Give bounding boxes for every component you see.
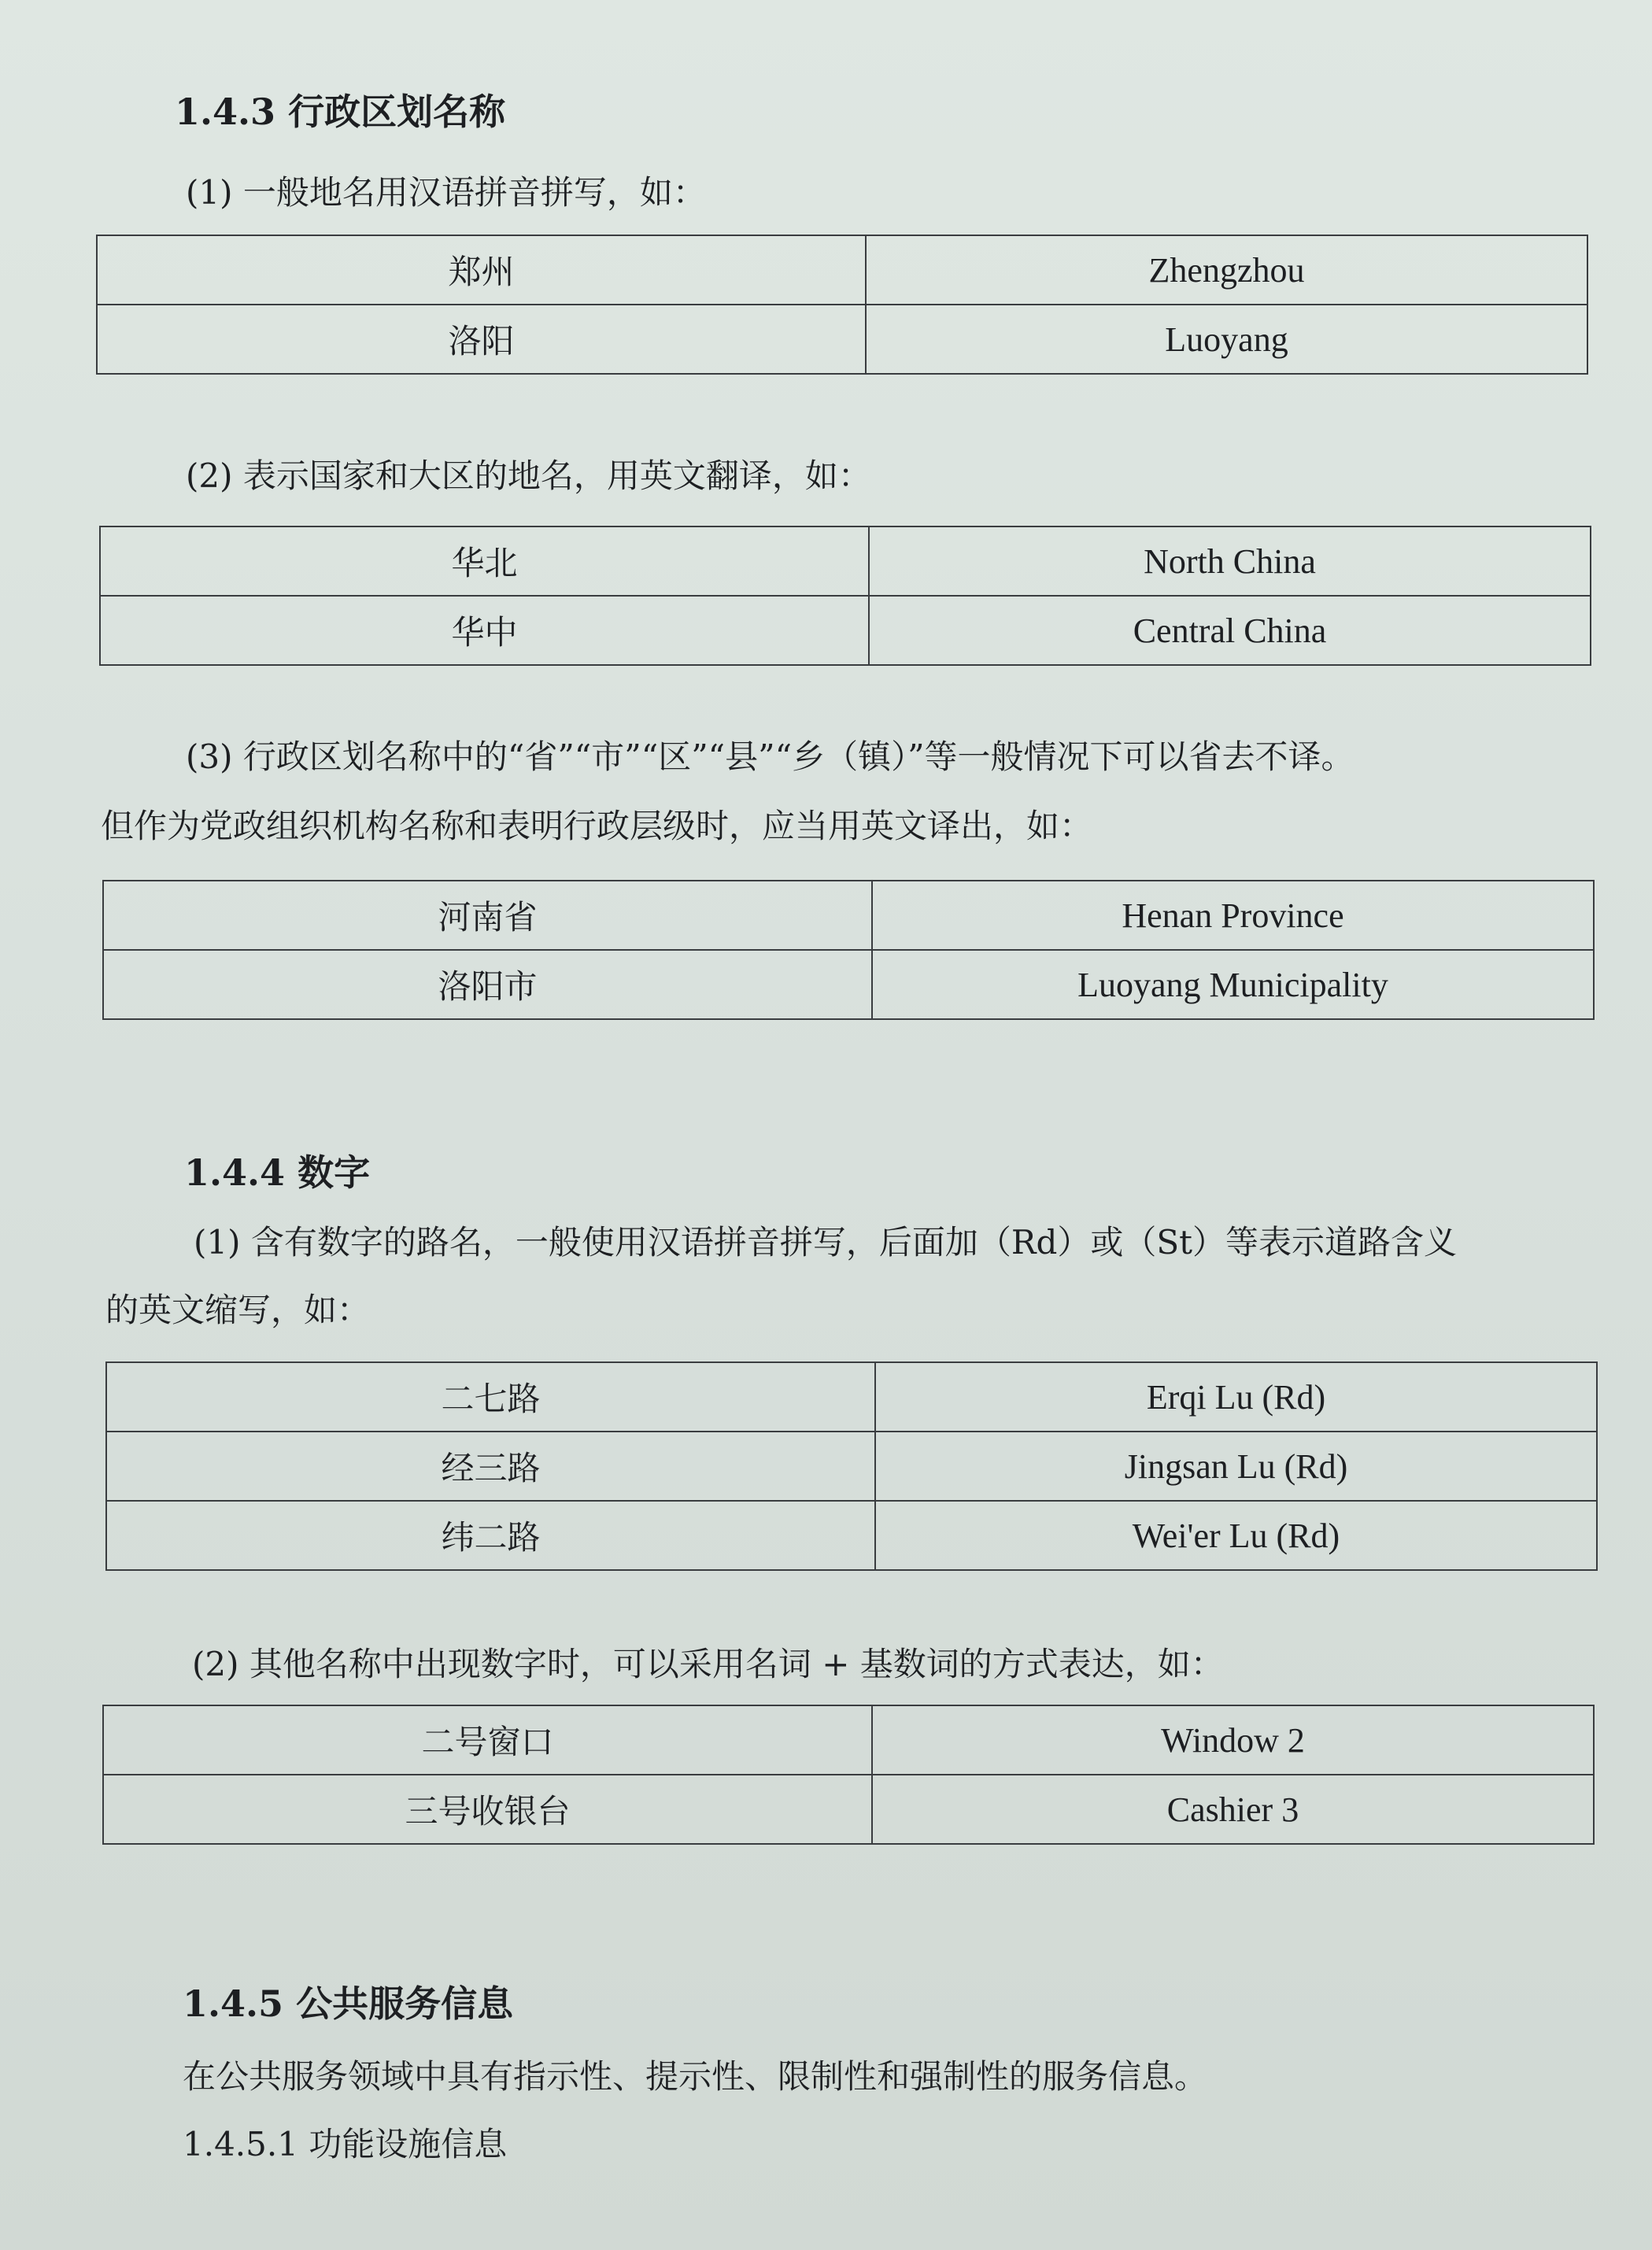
table-row [100,526,1591,596]
table-cell-chinese: 二七路 [106,1362,875,1432]
table-cell-english [872,881,1594,950]
english-term: Wei'er Lu (Rd) [1132,1516,1340,1555]
subsection-heading-1-4-5-1: 1.4.5.1 功能设施信息 [183,2125,508,2163]
english-term: Zhengzhou [1148,250,1305,290]
paragraph-1-4-3-1: (1) 一般地名用汉语拼音拼写，如： [186,173,706,212]
term-table-number-names [102,1705,1595,1845]
paragraph-1-4-4-2: (2) 其他名称中出现数字时，可以采用名词 + 基数词的方式表达，如： [192,1645,1224,1683]
table-cell-chinese: 洛阳 [97,305,866,374]
english-term: Central China [1133,611,1327,650]
table-row [97,235,1587,305]
english-term: Jingsan Lu (Rd) [1124,1446,1348,1486]
table-cell-english [875,1432,1597,1501]
english-term: Window 2 [1161,1720,1305,1760]
section-heading-1-4-5: 1.4.5 公共服务信息 [183,1982,514,2025]
paragraph-1-4-3-3b: 但作为党政组织机构名称和表明行政层级时，应当用英文译出，如： [101,807,1093,845]
term-table-regions [99,526,1591,666]
english-term: Erqi Lu (Rd) [1146,1377,1326,1417]
table-cell-chinese: 二号窗口 [103,1705,872,1775]
english-term: Luoyang [1165,320,1288,359]
table-cell-chinese: 洛阳市 [103,950,872,1019]
table-cell-english [869,596,1591,665]
table-cell-chinese: 郑州 [97,235,866,305]
table-row [103,1775,1594,1844]
term-table-admin-levels [102,880,1595,1020]
section-heading-1-4-4: 1.4.4 数字 [184,1151,371,1194]
table-row [97,305,1587,374]
english-term: Henan Province [1122,896,1344,935]
table-cell-chinese: 经三路 [106,1432,875,1501]
paragraph-1-4-5: 在公共服务领域中具有指示性、提示性、限制性和强制性的服务信息。 [183,2057,1208,2096]
table-cell-english [875,1362,1597,1432]
paragraph-1-4-4-1b: 的英文缩写，如： [105,1291,371,1329]
table-row [106,1432,1597,1501]
paragraph-1-4-3-2: (2) 表示国家和大区的地名，用英文翻译，如： [186,456,871,495]
table-cell-english [869,526,1591,596]
english-term: Luoyang Municipality [1077,965,1388,1004]
table-cell-english [872,1705,1594,1775]
table-cell-english [866,235,1587,305]
table-cell-english [866,305,1587,374]
table-cell-chinese: 河南省 [103,881,872,950]
paragraph-1-4-3-3a: (3) 行政区划名称中的“省”“市”“区”“县”“乡（镇）”等一般情况下可以省去不译。 [186,737,1354,776]
english-term: Cashier 3 [1166,1790,1299,1829]
table-row [103,881,1594,950]
term-table-road-names [105,1361,1598,1571]
table-row [103,950,1594,1019]
table-cell-chinese: 纬二路 [106,1501,875,1570]
term-table-place-names [96,235,1588,375]
english-term: North China [1144,541,1316,581]
table-cell-english [872,1775,1594,1844]
table-cell-english [872,950,1594,1019]
table-row [106,1362,1597,1432]
table-cell-chinese: 三号收银台 [103,1775,872,1844]
table-row [103,1705,1594,1775]
table-cell-english [875,1501,1597,1570]
paragraph-1-4-4-1a: (1) 含有数字的路名，一般使用汉语拼音拼写，后面加（Rd）或（St）等表示道路含义 [194,1223,1458,1262]
section-heading-1-4-3: 1.4.3 行政区划名称 [175,91,506,133]
table-cell-chinese: 华中 [100,596,869,665]
table-cell-chinese: 华北 [100,526,869,596]
table-row [106,1501,1597,1570]
table-row [100,596,1591,665]
